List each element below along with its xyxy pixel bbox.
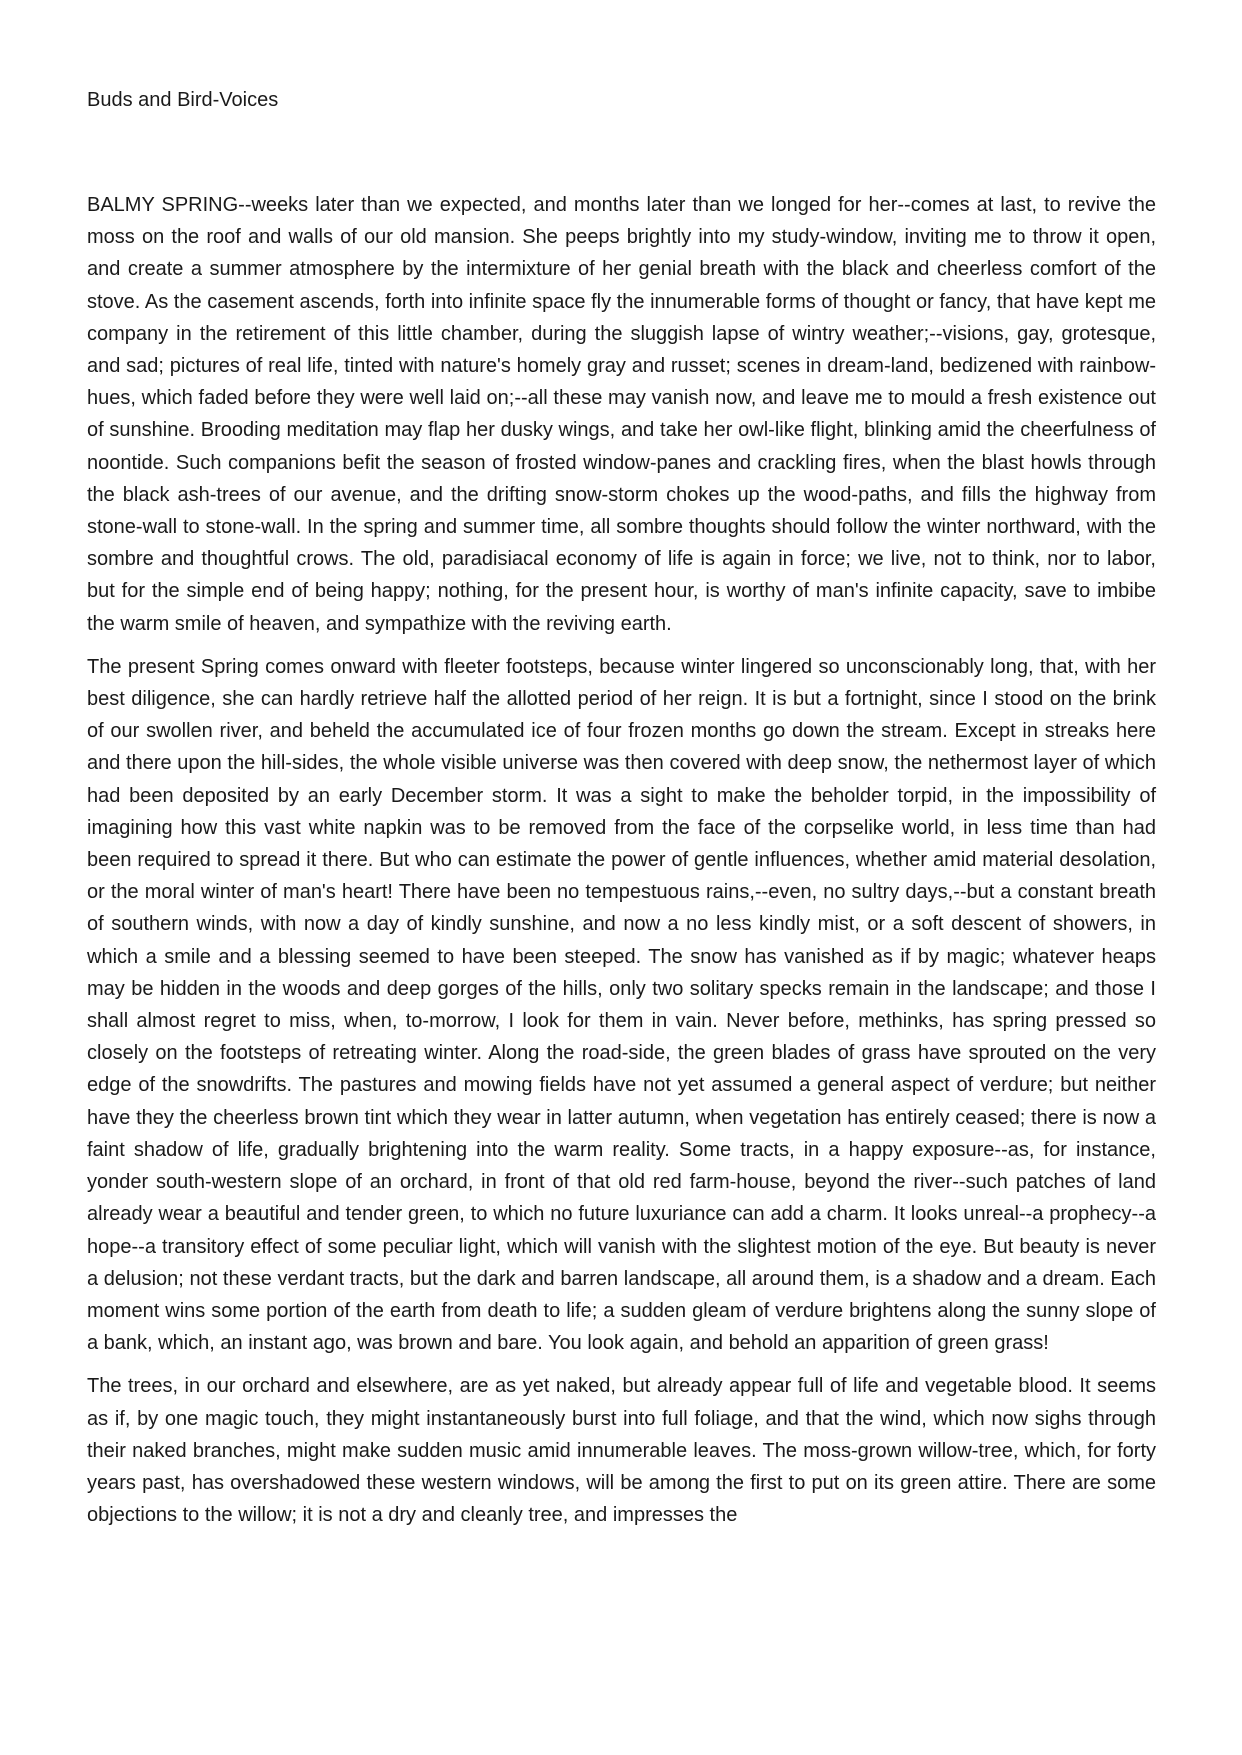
paragraph-3: The trees, in our orchard and elsewhere, are as yet naked, but already appear full of life and vegetable blood. It seems as if, by one magic touch, they might instantaneously burst into full foliage, and that the wind, which now sighs through their naked branches, might make sudden music amid innumerable leaves. The moss-grown willow-tree, which, for forty years past, has overshadowed these western windows, will be among the first to put on its green attire. There are some objections to the willow; it is not a dry and cleanly tree, and impresses the bbox=[87, 1375, 1156, 1527]
document-title: Buds and Bird-Voices bbox=[87, 89, 279, 111]
paragraph-1: BALMY SPRING--weeks later than we expected, and months later than we longed for her--comes at last, to revive the moss on the roof and walls of our old mansion. She peeps brightly into my study-window, inviting me to throw it open, and create a summer atmosphere by the intermixture of her genial breath with the black and cheerless comfort of the stove. As the casement ascends, forth into infinite space fly the innumerable forms of thought or fancy, that have kept me company in the retirement of this little chamber, during the sluggish lapse of wintry weather;--visions, gay, grotesque, and sad; pictures of real life, tinted with nature's homely gray and russet; scenes in dream-land, bedizened with rainbow-hues, which faded before they were well laid on;--all these may vanish now, and leave me to mould a fresh existence out of sunshine. Brooding meditation may flap her dusky wings, and take her owl-like flight, blinking amid the cheerfulness of noontide. Such companions befit the season of frosted window-panes and crackling fires, when the blast howls through the black ash-trees of our avenue, and the drifting snow-storm chokes up the wood-paths, and fills the highway from stone-wall to stone-wall. In the spring and summer time, all sombre thoughts should follow the winter northward, with the sombre and thoughtful crows. The old, paradisiacal economy of life is again in force; we live, not to think, nor to labor, but for the simple end of being happy; nothing, for the present hour, is worthy of man's infinite capacity, save to imbibe the warm smile of heaven, and sympathize with the reviving earth. bbox=[87, 194, 1156, 635]
document-body bbox=[87, 189, 1156, 1542]
paragraph-2: The present Spring comes onward with fleeter footsteps, because winter lingered so unconscionably long, that, with her best diligence, she can hardly retrieve half the allotted period of her reign. It is but a fortnight, since I stood on the brink of our swollen river, and beheld the accumulated ice of four frozen months go down the stream. Except in streaks here and there upon the hill-sides, the whole visible universe was then covered with deep snow, the nethermost layer of which had been deposited by an early December storm. It was a sight to make the beholder torpid, in the impossibility of imagining how this vast white napkin was to be removed from the face of the corpselike world, in less time than had been required to spread it there. But who can estimate the power of gentle influences, whether amid material desolation, or the moral winter of man's heart! There have been no tempestuous rains,--even, no sultry days,--but a constant breath of southern winds, with now a day of kindly sunshine, and now a no less kindly mist, or a soft descent of showers, in which a smile and a blessing seemed to have been steeped. The snow has vanished as if by magic; whatever heaps may be hidden in the woods and deep gorges of the hills, only two solitary specks remain in the landscape; and those I shall almost regret to miss, when, to-morrow, I look for them in vain. Never before, methinks, has spring pressed so closely on the footsteps of retreating winter. Along the road-side, the green blades of grass have sprouted on the very edge of the snowdrifts. The pastures and mowing fields have not yet assumed a general aspect of verdure; but neither have they the cheerless brown tint which they wear in latter autumn, when vegetation has entirely ceased; there is now a faint shadow of life, gradually brightening into the warm reality. Some tracts, in a happy exposure--as, for instance, yonder south-western slope of an orchard, in front of that old red farm-house, beyond the river--such patches of land already wear a beautiful and tender green, to which no future luxuriance can add a charm. It looks unreal--a prophecy--a hope--a transitory effect of some peculiar light, which will vanish with the slightest motion of the eye. But beauty is never a delusion; not these verdant tracts, but the dark and barren landscape, all around them, is a shadow and a dream. Each moment wins some portion of the earth from death to life; a sudden gleam of verdure brightens along the sunny slope of a bank, which, an instant ago, was brown and bare. You look again, and behold an apparition of green grass! bbox=[87, 655, 1156, 1355]
